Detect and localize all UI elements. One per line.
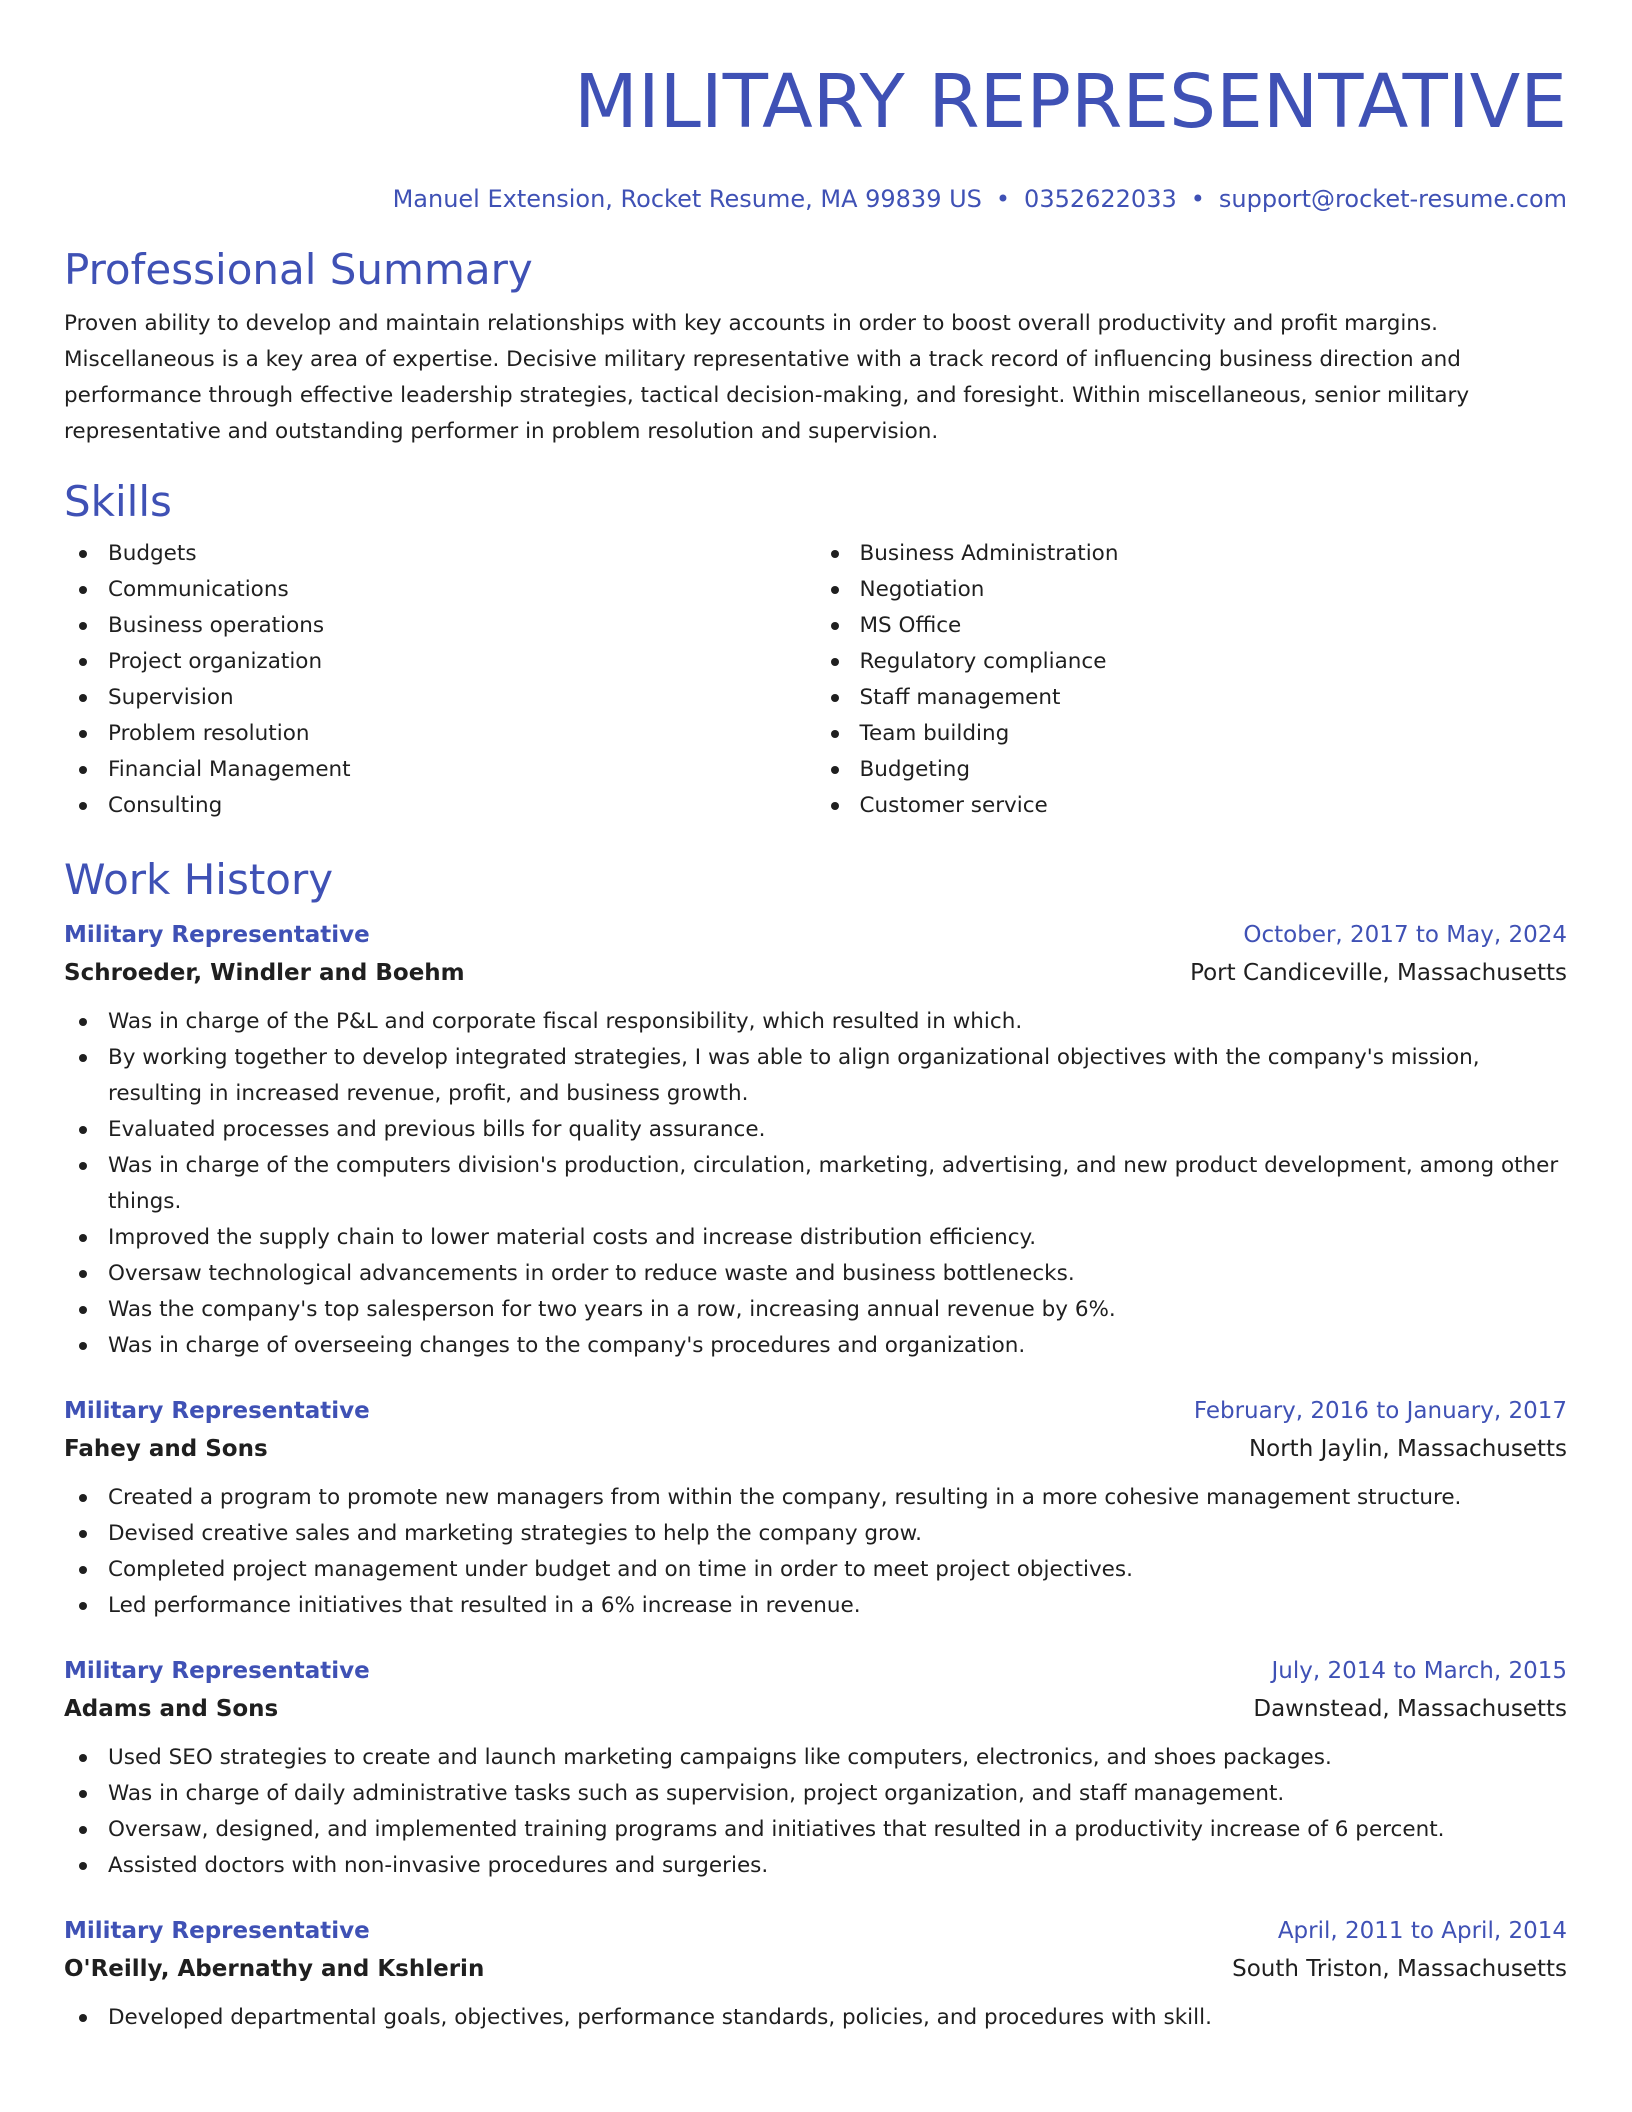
skill-item: Regulatory compliance	[860, 644, 1568, 680]
job-bullet: Oversaw technological advancements in order to reduce waste and business bottlenecks.	[64, 1256, 1567, 1292]
job-company-row	[64, 1690, 1567, 1728]
job-company-row	[64, 954, 1567, 992]
contact-line	[64, 184, 1567, 214]
job-bullet: Improved the supply chain to lower material costs and increase distribution efficiency.	[64, 1220, 1567, 1256]
skills-column-right	[816, 536, 1568, 824]
skill-item: Staff management	[860, 680, 1568, 716]
skill-item: Problem resolution	[108, 716, 816, 752]
skill-item: Supervision	[108, 680, 816, 716]
skill-item: Budgeting	[860, 752, 1568, 788]
section-title-summary: Professional Summary	[64, 245, 533, 294]
skill-item: Business Administration	[860, 536, 1568, 572]
job-location: Dawnstead, Massachusetts	[1253, 1696, 1567, 1722]
contact-separator: •	[1190, 185, 1205, 213]
job-bullet: Completed project management under budget and on time in order to meet project objectives.	[64, 1552, 1567, 1588]
job-company: Schroeder, Windler and Boehm	[64, 960, 465, 986]
job-bullets	[64, 1480, 1567, 1624]
job-bullet: Was the company's top salesperson for two years in a row, increasing annual revenue by 6%.	[64, 1292, 1567, 1328]
skill-item: Team building	[860, 716, 1568, 752]
job-bullet: Devised creative sales and marketing strategies to help the company grow.	[64, 1516, 1567, 1552]
skill-item: Financial Management	[108, 752, 816, 788]
job-header-row	[64, 916, 1567, 954]
skills-column-left	[64, 536, 816, 824]
job-bullet: Was in charge of daily administrative tasks such as supervision, project organization, and staff management.	[64, 1776, 1567, 1812]
job-bullet: Assisted doctors with non-invasive procedures and surgeries.	[64, 1848, 1567, 1884]
job-bullet: Was in charge of the P&L and corporate fiscal responsibility, which resulted in which.	[64, 1004, 1567, 1040]
job-title: Military Representative	[64, 922, 370, 948]
contact-email[interactable]: support@rocket-resume.com	[1218, 185, 1567, 213]
job-bullets	[64, 1740, 1567, 1884]
job-title: Military Representative	[64, 1918, 370, 1944]
skill-item: Negotiation	[860, 572, 1568, 608]
job-company: O'Reilly, Abernathy and Kshlerin	[64, 1956, 485, 1982]
job-location: Port Candiceville, Massachusetts	[1190, 960, 1567, 986]
job-bullet: Evaluated processes and previous bills for quality assurance.	[64, 1112, 1567, 1148]
contact-phone: 0352622033	[1024, 185, 1177, 213]
contact-address: Manuel Extension, Rocket Resume, MA 99839 US	[392, 185, 982, 213]
job-entry	[64, 916, 1567, 1364]
resume-name: MILITARY REPRESENTATIVE	[573, 59, 1567, 145]
skill-item: Budgets	[108, 536, 816, 572]
job-bullet: Was in charge of overseeing changes to the company's procedures and organization.	[64, 1328, 1567, 1364]
job-header-row	[64, 1392, 1567, 1430]
job-entry	[64, 1652, 1567, 1884]
section-title-skills: Skills	[64, 477, 172, 526]
job-title: Military Representative	[64, 1658, 370, 1684]
job-title: Military Representative	[64, 1398, 370, 1424]
job-dates: April, 2011 to April, 2014	[1277, 1918, 1567, 1944]
skill-item: Consulting	[108, 788, 816, 824]
job-company: Fahey and Sons	[64, 1436, 268, 1462]
job-location: South Triston, Massachusetts	[1232, 1956, 1567, 1982]
job-bullet: Oversaw, designed, and implemented training programs and initiatives that resulted in a productivity increase of 6 percent.	[64, 1812, 1567, 1848]
job-header-row	[64, 1912, 1567, 1950]
work-history-list	[64, 916, 1567, 2036]
section-title-work-history: Work History	[64, 855, 334, 904]
job-dates: October, 2017 to May, 2024	[1243, 922, 1567, 948]
job-bullet: Created a program to promote new managers from within the company, resulting in a more cohesive management structure.	[64, 1480, 1567, 1516]
job-location: North Jaylin, Massachusetts	[1248, 1436, 1567, 1462]
skills-grid	[64, 536, 1567, 824]
job-bullet: By working together to develop integrated strategies, I was able to align organizational objectives with the company's mission, resulting in increased revenue, profit, and business growth.	[64, 1040, 1567, 1112]
job-company: Adams and Sons	[64, 1696, 279, 1722]
contact-separator: •	[995, 185, 1011, 213]
job-entry	[64, 1912, 1567, 2036]
summary-text: Proven ability to develop and maintain relationships with key accounts in order to boost overall productivity and profit margins. Miscellaneous is a key area of expertise. Decisive military representative with a track record of influencing business direction and performance through effective leadership strategies, tactical decision-making, and foresight. Within miscellaneous, senior military representative and outstanding performer in problem resolution and supervision.	[64, 311, 1470, 444]
job-bullets	[64, 2000, 1567, 2036]
job-dates: February, 2016 to January, 2017	[1193, 1398, 1567, 1424]
job-bullet: Led performance initiatives that resulted in a 6% increase in revenue.	[64, 1588, 1567, 1624]
job-bullets	[64, 1004, 1567, 1364]
job-header-row	[64, 1652, 1567, 1690]
job-bullet: Used SEO strategies to create and launch marketing campaigns like computers, electronics, and shoes packages.	[64, 1740, 1567, 1776]
skill-item: Project organization	[108, 644, 816, 680]
job-bullet: Developed departmental goals, objectives, performance standards, policies, and procedures with skill.	[64, 2000, 1567, 2036]
skill-item: Customer service	[860, 788, 1568, 824]
skill-item: Business operations	[108, 608, 816, 644]
skill-item: MS Office	[860, 608, 1568, 644]
job-company-row	[64, 1430, 1567, 1468]
job-bullet: Was in charge of the computers division's production, circulation, marketing, advertising, and new product development, among other things.	[64, 1148, 1567, 1220]
skill-item: Communications	[108, 572, 816, 608]
job-company-row	[64, 1950, 1567, 1988]
job-entry	[64, 1392, 1567, 1624]
resume-page	[64, 0, 1567, 2036]
job-dates: July, 2014 to March, 2015	[1271, 1658, 1567, 1684]
